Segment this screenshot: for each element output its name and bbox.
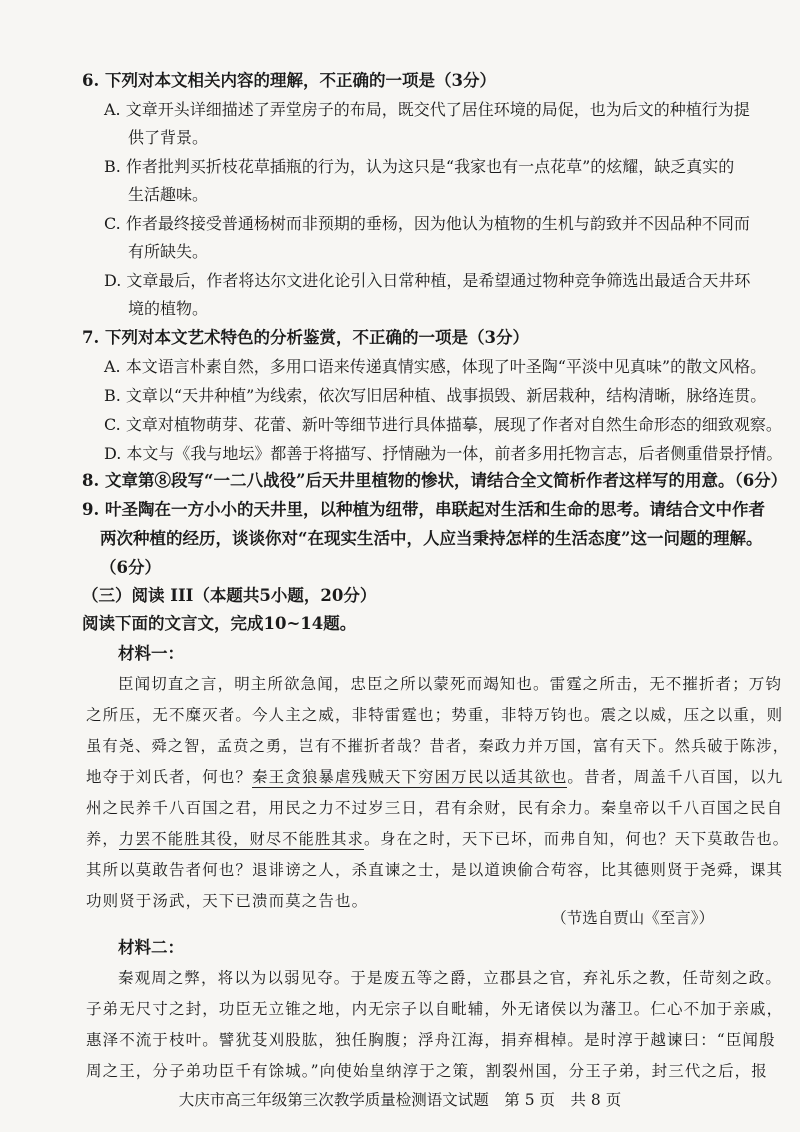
- underlined-sentence: 力罢不能胜其役，财尽不能胜其求: [118, 830, 364, 848]
- material1-text: 地夺于刘氏者，何也？: [86, 768, 253, 786]
- q6-stem: 6. 下列对本文相关内容的理解，不正确的一项是（3分）: [82, 71, 496, 90]
- material1-line: 功则贤于汤武，天下已溃而莫之告也。: [86, 892, 369, 910]
- q7-option-c: C. 文章对植物萌芽、花蕾、新叶等细节进行具体描摹，展现了作者对自然生命形态的细致观察。: [104, 415, 782, 434]
- material1-line: 之所压，无不糜灭者。今人主之威，非特雷霆也；势重，非特万钧也。震之以威，压之以重，则: [86, 706, 784, 724]
- q7-option-b: B. 文章以“天井种植”为线索，依次写旧居种植、战事损毁、新居栽种，结构清晰，脉络连贯。: [104, 386, 767, 405]
- q8-stem: 8. 文章第⑧段写“一二八战役”后天井里植物的惨状，请结合全文简析作者这样写的用意。（6分）: [82, 471, 788, 490]
- q6-option-d: D. 文章最后，作者将达尔文进化论引入日常种植，是希望通过物种竞争筛选出最适合天井环: [104, 271, 751, 290]
- material1-line: 虽有尧、舜之智，孟贲之勇，岂有不摧折者哉？昔者，秦政力并万国，富有天下。然兵破于陈涉，: [86, 737, 790, 755]
- q9-points: （6分）: [100, 558, 161, 577]
- material1-label: 材料一：: [118, 644, 184, 663]
- q6-option-a-cont: 供了背景。: [128, 128, 209, 147]
- q7-stem: 7. 下列对本文艺术特色的分析鉴赏，不正确的一项是（3分）: [82, 328, 529, 347]
- material1-text: 养，: [86, 830, 119, 848]
- material2-line: 秦观周之弊，将以为以弱见夺。于是废五等之爵，立郡县之官，弃礼乐之教，任苛刻之政。: [118, 969, 783, 987]
- q9-stem-cont: 两次种植的经历，谈谈你对“在现实生活中，人应当秉持怎样的生活态度”这一问题的理解。: [100, 529, 763, 548]
- q6-option-b-cont: 生活趣味。: [128, 185, 209, 204]
- material1-source: （节选自贾山《至言》）: [551, 909, 714, 927]
- material1-line: 其所以莫敢告者何也？退诽谤之人，杀直谏之士，是以道谀偷合苟容，比其德则贤于尧舜，课其: [86, 861, 784, 879]
- material2-line: 子弟无尺寸之封，功臣无立锥之地，内无宗子以自毗辅，外无诸侯以为藩卫。仁心不加于亲戚，: [86, 1000, 784, 1018]
- q6-option-a: A. 文章开头详细描述了弄堂房子的布局，既交代了居住环境的局促，也为后文的种植行为提: [104, 100, 750, 119]
- material1-text: 。身在之时，天下已坏，而弗自知，何也？天下莫敢告也。: [363, 830, 790, 848]
- material1-line: 州之民养千八百国之君，用民之力不过岁三日，君有余财，民有余力。秦皇帝以千八百国之民自: [86, 799, 784, 817]
- material1-line: 臣闻切直之言，明主所欲急闻，忠臣之所以蒙死而竭知也。雷霆之所击，无不摧折者；万钧: [118, 675, 783, 693]
- q6-option-c-cont: 有所缺失。: [128, 242, 209, 261]
- material1-text: 。昔者，周盖千八百国，以九: [567, 768, 784, 786]
- underlined-sentence: 秦王贪狼暴虐残贼天下穷困万民以适其欲也: [252, 768, 568, 786]
- material2-label: 材料二：: [118, 938, 184, 957]
- material2-line: 惠泽不流于枝叶。譬犹芟刈股肱，独任胸腹；浮舟江海，捐弃楫棹。是时淳于越谏曰：“臣闻殷: [86, 1031, 776, 1049]
- q9-stem: 9. 叶圣陶在一方小小的天井里，以种植为纽带，串联起对生活和生命的思考。请结合文中作者: [82, 500, 765, 519]
- q7-option-a: A. 本文语言朴素自然，多用口语来传递真情实感，体现了叶圣陶“平淡中见真味”的散文风格。: [104, 357, 767, 376]
- page-footer: 大庆市高三年级第三次教学质量检测语文试题 第 5 页 共 8 页: [178, 1091, 622, 1109]
- q6-option-d-cont: 境的植物。: [128, 299, 209, 318]
- q7-option-d: D. 本文与《我与地坛》都善于将描写、抒情融为一体，前者多用托物言志，后者侧重借景抒情。: [104, 444, 783, 463]
- q6-option-b: B. 作者批判买折枝花草插瓶的行为，认为这只是“我家也有一点花草”的炫耀，缺乏真实的: [104, 157, 735, 176]
- material1-line: [86, 762, 783, 792]
- section-instruction: 阅读下面的文言文，完成10~14题。: [82, 614, 357, 633]
- q6-option-c: C. 作者最终接受普通杨树而非预期的垂杨，因为他认为植物的生机与韵致并不因品种不同而: [104, 214, 750, 233]
- material2-line: 周之王，分子弟功臣千有馀城。”向使始皇纳淳于之策，割裂州国，分王子弟，封三代之后，报: [86, 1062, 768, 1080]
- material1-line: [86, 824, 789, 854]
- section-title: （三）阅读 III（本题共5小题，20分）: [82, 586, 377, 605]
